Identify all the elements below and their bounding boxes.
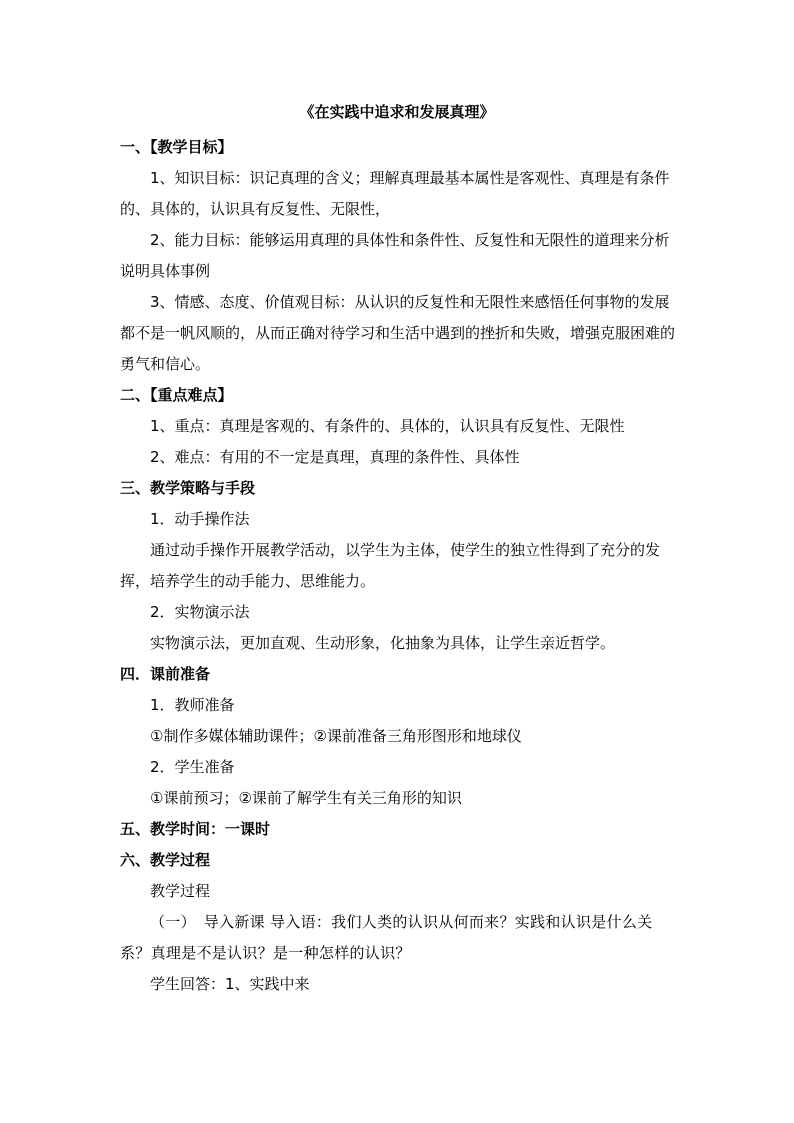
objective-emotion: 3、情感、态度、价值观目标：从认识的反复性和无限性来感悟任何事物的发展都不是一帆风顺的，从而正确对待学习和生活中遇到的挫折和失败，增强克服困难的勇气和信心。: [120, 293, 676, 373]
difficult-point: 2、难点：有用的不一定是真理，真理的条件性、具体性: [150, 448, 520, 466]
section-heading-process: 六、教学过程: [120, 851, 211, 869]
method-demonstration-text: 实物演示法，更加直观、生动形象，化抽象为具体，让学生亲近哲学。: [150, 634, 616, 652]
student-preparation-text: ①课前预习；②课前了解学生有关三角形的知识: [150, 789, 462, 807]
section-heading-time: 五、教学时间：一课时: [120, 820, 271, 838]
teacher-preparation-text: ①制作多媒体辅助课件；②课前准备三角形图形和地球仪: [150, 727, 522, 745]
section-heading-objectives: 一、【教学目标】: [120, 138, 233, 156]
student-preparation: 2．学生准备: [150, 758, 235, 776]
document-title: 《在实践中追求和发展真理》: [299, 103, 495, 121]
section-heading-strategy: 三、教学策略与手段: [120, 479, 256, 497]
method-hands-on: 1．动手操作法: [150, 510, 250, 528]
section-heading-key-points: 二、【重点难点】: [120, 386, 233, 404]
document-body: [120, 132, 676, 1000]
process-label: 教学过程: [150, 882, 211, 900]
student-answer: 学生回答：1、实践中来: [150, 975, 310, 993]
objective-knowledge: 1、知识目标：识记真理的含义；理解真理最基本属性是客观性、真理是有条件的、具体的，认识具有反复性、无限性，: [120, 169, 670, 218]
section-heading-preparation: 四．课前准备: [120, 665, 211, 683]
objective-ability: 2、能力目标：能够运用真理的具体性和条件性、反复性和无限性的道理来分析说明具体事例: [120, 231, 670, 280]
process-intro: （一） 导入新课 导入语：我们人类的认识从何而来？实践和认识是什么关系？真理是不是认识？是一种怎样的认识？: [120, 913, 653, 962]
method-demonstration: 2．实物演示法: [150, 603, 250, 621]
teacher-preparation: 1．教师准备: [150, 696, 235, 714]
method-hands-on-text: 通过动手操作开展教学活动，以学生为主体，使学生的独立性得到了充分的发挥，培养学生的动手能力、思维能力。: [120, 541, 661, 590]
key-point: 1、重点：真理是客观的、有条件的、具体的，认识具有反复性、无限性: [150, 417, 625, 435]
